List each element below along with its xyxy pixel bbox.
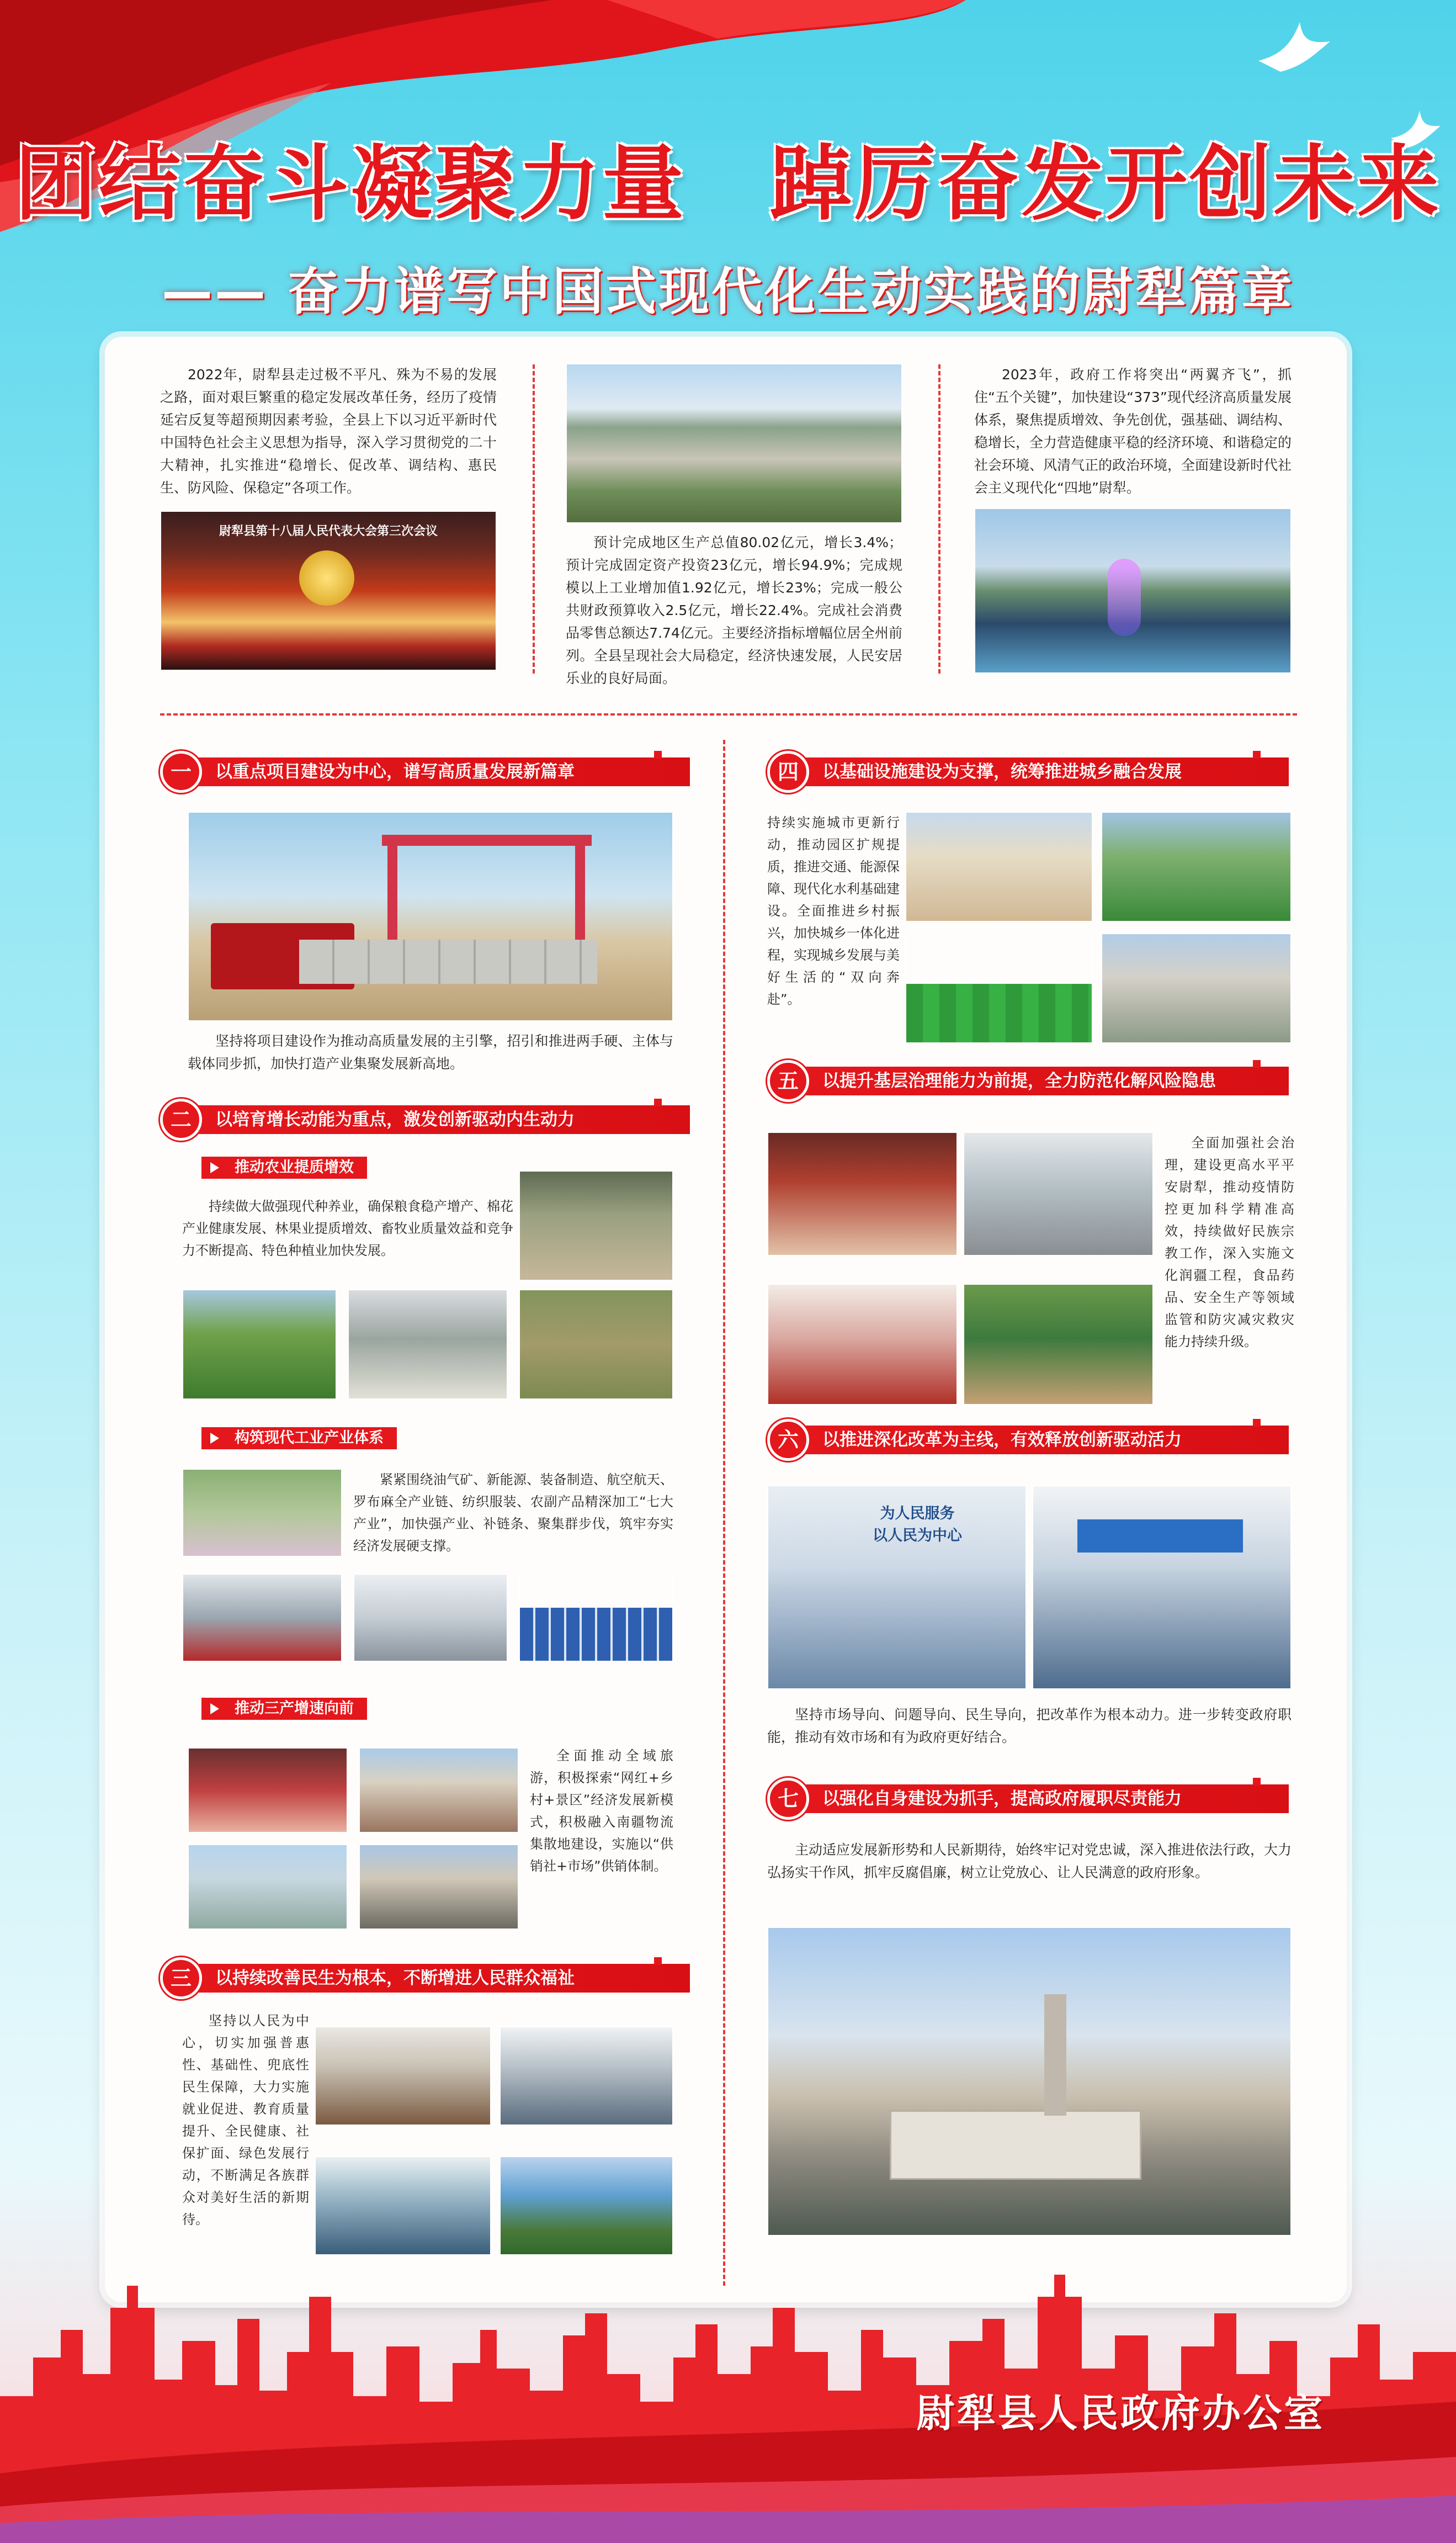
service-sign-line-2: 以人民为中心 bbox=[873, 1527, 962, 1544]
issuer-organization: 尉犁县人民政府办公室 bbox=[916, 2391, 1325, 2436]
sheep-farm-photo bbox=[348, 1289, 508, 1400]
pipes bbox=[299, 940, 597, 984]
section-2-header bbox=[160, 1099, 668, 1141]
square-dance-photo bbox=[963, 1132, 1154, 1256]
turf bbox=[906, 984, 1092, 1042]
section-5-text: 全面加强社会治理，建设更高水平平安尉犁，推动疫情防控更加科学精准高效，持续做好民族宗教工作，深入实施文化润疆工程，食品药品、安全生产等领域监管和防灾减灾救灾能力持续升级。 bbox=[1165, 1135, 1294, 1349]
emblem-icon bbox=[299, 550, 354, 606]
community-service-photo bbox=[963, 1284, 1154, 1405]
section-2-number: 二 bbox=[160, 1099, 202, 1141]
job-training-photo bbox=[315, 2026, 491, 2126]
corner-square bbox=[654, 1099, 662, 1106]
section-1-title: 以重点项目建设为中心，谱写高质量发展新篇章 bbox=[188, 757, 690, 786]
section-6-number: 六 bbox=[767, 1419, 809, 1461]
service-sign bbox=[862, 1503, 973, 1547]
intro-middle-text: 预计完成地区生产总值80.02亿元，增长3.4%；预计完成固定资产投资23亿元，增长94.9%；完成规模以上工业增加值1.92亿元，增长23%；完成一般公共财政预算收入2.5亿元，增长22.4%。完成社会消费品零售总额达7.74亿元。主要经济指标增幅位居全州前列。全县呈现社会大局稳定，经济快速发展，人民安居乐业的良好局面。 bbox=[566, 534, 902, 686]
corner-square bbox=[654, 1957, 662, 1965]
counter-screen bbox=[1077, 1519, 1243, 1553]
section-4-header bbox=[767, 751, 1267, 793]
section-6-header bbox=[767, 1419, 1267, 1461]
factory-line-photo bbox=[182, 1574, 342, 1662]
crane-beam bbox=[382, 835, 592, 846]
project-crane-photo bbox=[188, 812, 673, 1021]
section-2-text-1: 持续做大做强现代种养业，确保粮食稳产增产、棉花产业健康发展、林果业提质增效、畜牧业质量效益和竞争力不断提高、特色种植业加快发展。 bbox=[182, 1199, 513, 1258]
section-6-title: 以推进深化改革为主线，有效释放创新驱动活力 bbox=[795, 1426, 1289, 1454]
service-hall-photo bbox=[767, 1485, 1027, 1689]
divider bbox=[938, 364, 940, 674]
service-sign-line-1: 为人民服务 bbox=[880, 1505, 955, 1522]
section-5-title: 以提升基层治理能力为前提，全力防范化解风险隐患 bbox=[795, 1067, 1289, 1095]
hospital-photo bbox=[315, 2156, 491, 2255]
subsection-agriculture: 推动农业提质增效 bbox=[201, 1157, 367, 1179]
exhibition-photo bbox=[767, 1132, 958, 1256]
dove-icon bbox=[1247, 11, 1341, 83]
corner-square bbox=[1253, 1419, 1261, 1427]
section-1-number: 一 bbox=[160, 751, 202, 793]
canal-photo bbox=[905, 812, 1093, 922]
corner-square bbox=[654, 751, 662, 759]
crop-field-photo bbox=[182, 1289, 337, 1400]
page-title: 团结奋斗凝聚力量 踔厉奋发开创未来 bbox=[15, 135, 1441, 231]
divider bbox=[533, 364, 535, 674]
market-photo bbox=[188, 1747, 348, 1833]
city-aerial-photo bbox=[566, 363, 902, 523]
village-aerial-photo bbox=[1101, 933, 1292, 1043]
page-subtitle: —— 奋力谱写中国式现代化生动实践的尉犁篇章 bbox=[161, 262, 1295, 321]
culture-class-photo bbox=[767, 1284, 958, 1405]
building-block bbox=[890, 2110, 1141, 2180]
section-1-text: 坚持将项目建设作为推动高质量发展的主引擎，招引和推进两手硬、主体与载体同步抓，加快打造产业集聚发展新高地。 bbox=[188, 1033, 673, 1072]
textile-workshop-photo bbox=[353, 1574, 508, 1662]
tower bbox=[1044, 1994, 1066, 2116]
section-6-text: 坚持市场导向、问题导向、民生导向，把改革作为根本动力。进一步转变政府职能，推动有效市场和有为政府更好结合。 bbox=[767, 1707, 1292, 1745]
section-7-title: 以强化自身建设为抓手，提高政府履职尽责能力 bbox=[795, 1784, 1289, 1813]
section-4-title: 以基础设施建设为支撑，统筹推进城乡融合发展 bbox=[795, 757, 1289, 786]
corner-square bbox=[1253, 1778, 1261, 1786]
section-3-text: 坚持以人民为中心，切实加强普惠性、基础性、兜底性民生保障，大力实施就业促进、教育质量提升、全民健康、社保扩面、绿色发展行动，不断满足各族群众对美好生活的新期待。 bbox=[182, 2013, 309, 2227]
section-5-number: 五 bbox=[767, 1060, 809, 1102]
spinning-mill-photo bbox=[499, 2026, 673, 2126]
column-divider bbox=[723, 740, 725, 2286]
subsection-industry: 构筑现代工业产业体系 bbox=[201, 1427, 397, 1449]
harvester-photo bbox=[519, 1289, 673, 1400]
section-3-number: 三 bbox=[160, 1957, 202, 1999]
section-3-title: 以持续改善民生为根本，不断增进人民群众福祉 bbox=[188, 1964, 690, 1993]
section-2-text-3: 全面推动全域旅游，积极探索“网红+乡村+景区”经济发展新模式，积极融入南疆物流集散地建设，实施以“供销社+市场”供销体制。 bbox=[530, 1748, 673, 1874]
apocynum-field-photo bbox=[182, 1469, 342, 1557]
service-counter-photo bbox=[1032, 1485, 1292, 1689]
section-2-text-2: 紧紧围绕油气矿、新能源、装备制造、航空航天、罗布麻全产业链、纺织服装、农副产品精深加工“七大产业”，加快强产业、补链条、聚集群步伐，筑牢夯实经济发展硬支撑。 bbox=[353, 1472, 673, 1554]
corner-square bbox=[1253, 751, 1261, 759]
intro-left-text: 2022年，尉犁县走过极不平凡、殊为不易的发展之路，面对艰巨繁重的稳定发展改革任务，经历了疫情延宕反复等超预期因素考验，全县上下以习近平新时代中国特色社会主义思想为指导，深入学习贯彻党的二十大精神，扎实推进“稳增长、促改革、调结构、惠民生、防风险、保稳定”各项工作。 bbox=[160, 367, 497, 496]
sports-field-photo bbox=[905, 933, 1093, 1043]
solar-panels bbox=[520, 1608, 672, 1661]
crowd-street-photo bbox=[359, 1844, 519, 1930]
section-3-header bbox=[160, 1957, 668, 1999]
section-5-header bbox=[767, 1060, 1267, 1102]
horizontal-divider bbox=[160, 713, 1297, 716]
congress-banner: 尉犁县第十八届人民代表大会第三次会议 bbox=[219, 525, 438, 538]
cotton-field-photo bbox=[519, 1170, 673, 1281]
section-4-text: 持续实施城市更新行动，推动园区扩规提质，推进交通、能源保障、现代化水利基础建设。全面推进乡村振兴，加快城乡一体化进程，实现城乡发展与美好生活的“双向奔赴”。 bbox=[767, 815, 900, 1007]
section-4-number: 四 bbox=[767, 751, 809, 793]
green-river-photo bbox=[499, 2156, 673, 2255]
subsection-tertiary: 推动三产增速向前 bbox=[201, 1698, 367, 1720]
fountain-photo bbox=[974, 508, 1292, 674]
intro-right-text: 2023年，政府工作将突出“两翼齐飞”，抓住“五个关键”，加快建设“373”现代经济高质量发展体系，聚焦提质增效、争先创优，强基础、调结构、稳增长，全力营造健康平稳的经济环境、和谐稳定的社会环境、风清气正的政治环境，全面建设新时代社会主义现代化“四地”尉犁。 bbox=[974, 367, 1292, 496]
section-2-title: 以培育增长动能为重点，激发创新驱动内生动力 bbox=[188, 1105, 690, 1134]
section-7-number: 七 bbox=[767, 1778, 809, 1820]
section-7-header bbox=[767, 1778, 1267, 1820]
solar-farm-photo bbox=[519, 1574, 673, 1662]
section-7-text: 主动适应发展新形势和人民新期待，始终牢记对党忠诚，深入推进依法行政，大力弘扬实干作风，抓牢反腐倡廉，树立让党放心、让人民满意的政府形象。 bbox=[767, 1842, 1292, 1880]
government-building-photo bbox=[767, 1927, 1292, 2236]
corner-square bbox=[1253, 1060, 1261, 1068]
congress-photo bbox=[160, 511, 497, 671]
logistics-park-photo bbox=[188, 1844, 348, 1930]
tourism-photo bbox=[359, 1747, 519, 1833]
section-1-header bbox=[160, 751, 668, 793]
industrial-park-photo bbox=[1101, 812, 1292, 922]
fountain-spray bbox=[1108, 559, 1141, 636]
